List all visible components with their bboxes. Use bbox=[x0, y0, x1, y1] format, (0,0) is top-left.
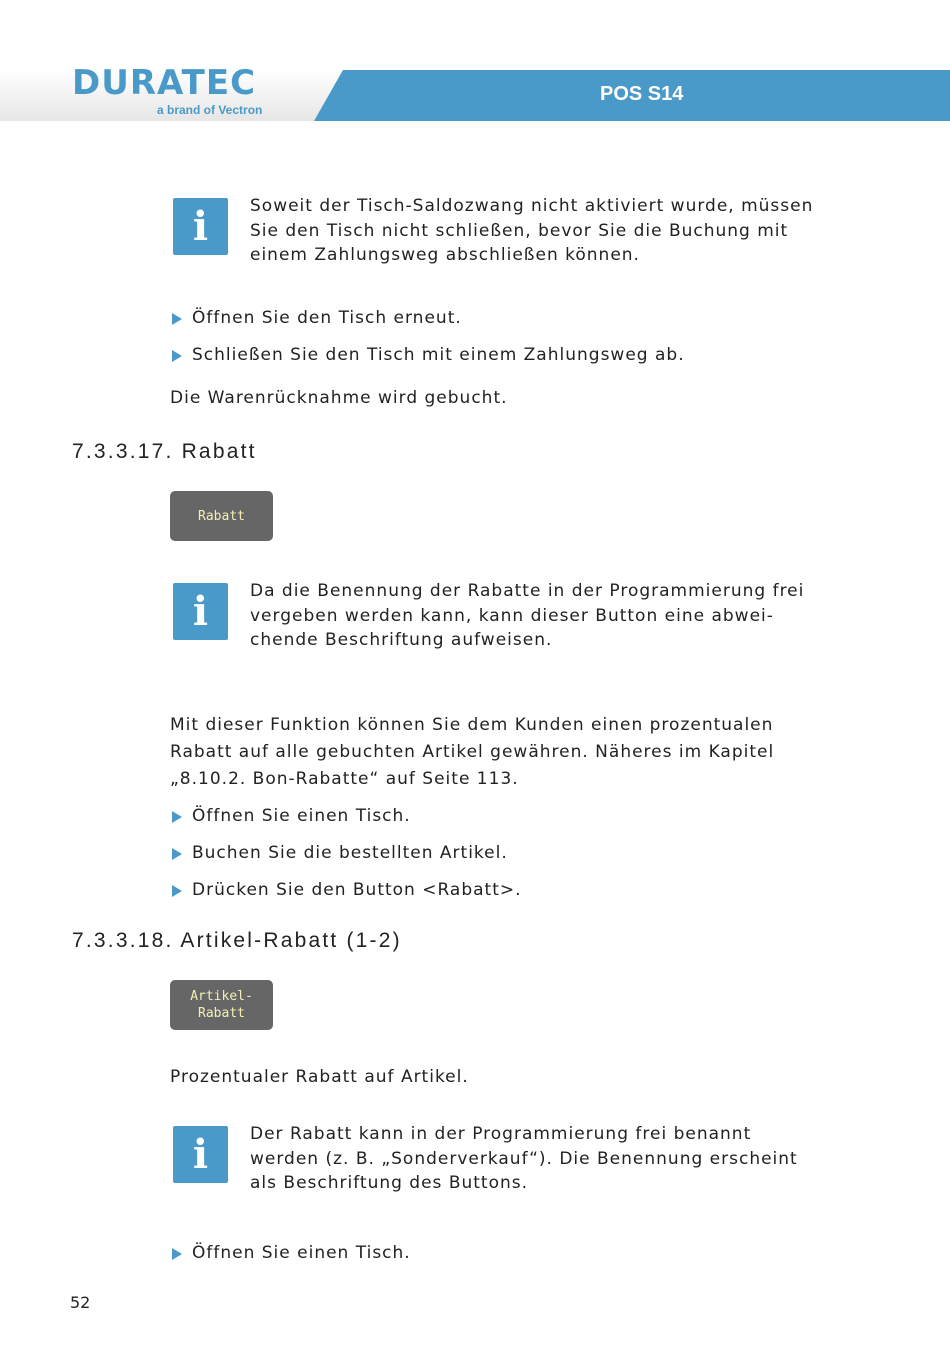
info-line: Sie den Tisch nicht schließen, bevor Sie die Buchung mit bbox=[250, 220, 789, 241]
product-title: POS S14 bbox=[600, 83, 684, 105]
paragraph-line: Mit dieser Funktion können Sie dem Kunden einen prozentualen bbox=[170, 715, 774, 735]
rabatt-button[interactable]: Rabatt bbox=[170, 491, 273, 541]
info-icon: i bbox=[173, 198, 228, 255]
result-text: Die Warenrücknahme wird gebucht. bbox=[170, 388, 508, 408]
info-line: werden (z. B. „Sonderverkauf“). Die Benennung erscheint bbox=[250, 1148, 798, 1169]
section-heading: 7.3.3.18. Artikel-Rabatt (1-2) bbox=[72, 929, 402, 952]
info-line: als Beschriftung des Buttons. bbox=[250, 1173, 529, 1193]
info-icon: i bbox=[173, 1126, 228, 1183]
bullet-arrow-icon bbox=[172, 848, 182, 860]
info-line: Soweit der Tisch-Saldozwang nicht aktiviert wurde, müssen bbox=[250, 196, 814, 216]
bullet-arrow-icon bbox=[172, 313, 182, 325]
brand-logo: DURATEC bbox=[72, 63, 257, 103]
section-paragraph bbox=[170, 712, 774, 793]
step-item: Drücken Sie den Button <Rabatt>. bbox=[170, 878, 522, 902]
info-line: vergeben werden kann, kann dieser Button eine abwei- bbox=[250, 605, 774, 626]
artikel-rabatt-button[interactable]: Artikel- Rabatt bbox=[170, 980, 273, 1030]
info-icon: i bbox=[173, 583, 228, 640]
info-note-2 bbox=[250, 579, 804, 653]
section-heading: 7.3.3.17. Rabatt bbox=[72, 440, 257, 463]
bullet-arrow-icon bbox=[172, 885, 182, 897]
bullet-arrow-icon bbox=[172, 811, 182, 823]
paragraph-line: Rabatt auf alle gebuchten Artikel gewähren. Näheres im Kapitel bbox=[170, 742, 775, 762]
step-item: Schließen Sie den Tisch mit einem Zahlungsweg ab. bbox=[170, 343, 685, 367]
info-note-3 bbox=[250, 1122, 798, 1196]
info-line: einem Zahlungsweg abschließen können. bbox=[250, 245, 640, 265]
step-item: Öffnen Sie den Tisch erneut. bbox=[170, 306, 462, 330]
step-item: Buchen Sie die bestellten Artikel. bbox=[170, 841, 508, 865]
bullet-arrow-icon bbox=[172, 1248, 182, 1260]
page-number: 52 bbox=[70, 1293, 91, 1312]
info-line: Da die Benennung der Rabatte in der Programmierung frei bbox=[250, 581, 805, 601]
bullet-arrow-icon bbox=[172, 350, 182, 362]
section-paragraph: Prozentualer Rabatt auf Artikel. bbox=[170, 1067, 469, 1087]
info-note-1 bbox=[250, 194, 813, 268]
brand-subtitle: a brand of Vectron bbox=[157, 103, 263, 117]
step-item: Öffnen Sie einen Tisch. bbox=[170, 804, 411, 828]
info-line: Der Rabatt kann in der Programmierung frei benannt bbox=[250, 1124, 752, 1144]
page-header bbox=[0, 0, 950, 130]
paragraph-line: „8.10.2. Bon-Rabatte“ auf Seite 113. bbox=[170, 769, 519, 789]
info-line: chende Beschriftung aufweisen. bbox=[250, 630, 553, 650]
step-item: Öffnen Sie einen Tisch. bbox=[170, 1241, 411, 1265]
